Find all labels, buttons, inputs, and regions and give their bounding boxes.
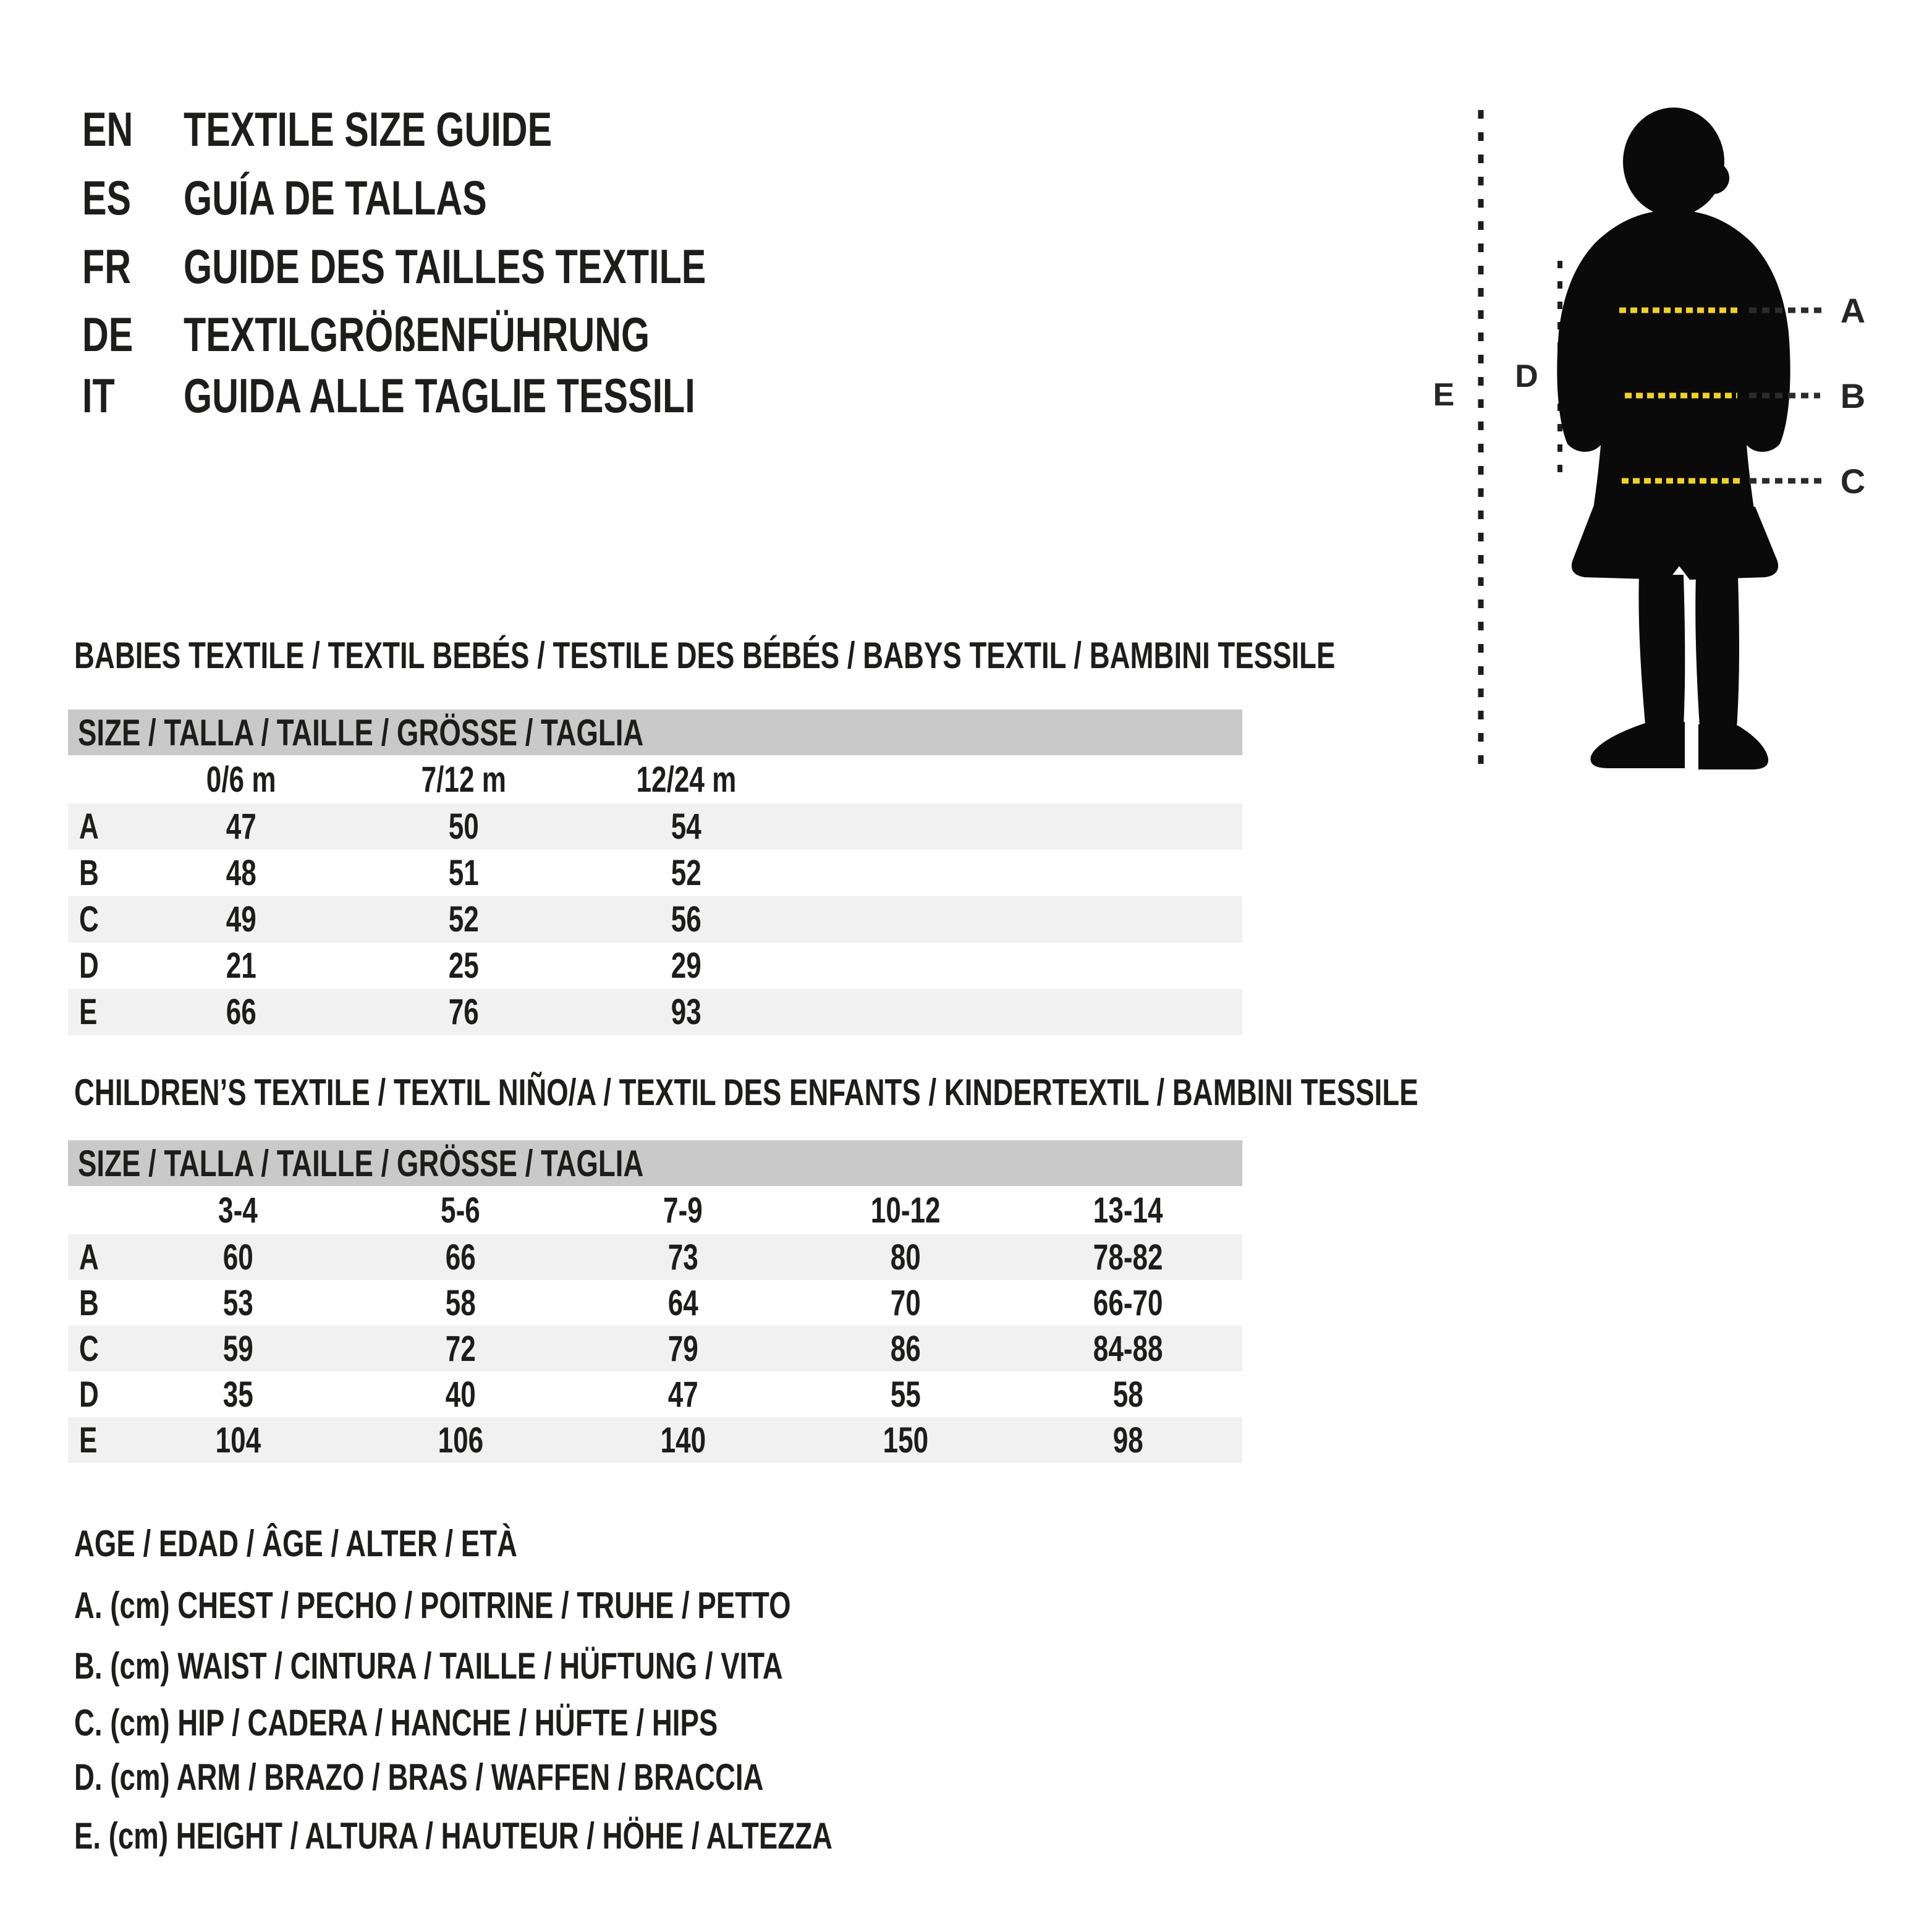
children-col-13-14: 13-14 <box>1093 1190 1163 1231</box>
lang-title-it: GUIDA ALLE TAGLIE TESSILI <box>183 368 695 423</box>
lang-row-de <box>82 307 797 362</box>
children-column-header-row <box>68 1186 1242 1234</box>
row-label: A <box>79 1237 99 1277</box>
babies-section-heading: BABIES TEXTILE / TEXTIL BEBÉS / TESTILE DES BÉBÉS / BABYS TEXTIL / BAMBINI TESSILE <box>74 635 1336 676</box>
lang-code-it: IT <box>82 368 115 423</box>
legend-age-line: AGE / EDAD / ÂGE / ALTER / ETÀ <box>74 1523 517 1564</box>
row-label: E <box>79 992 98 1032</box>
legend-hip-line: C. (cm) HIP / CADERA / HANCHE / HÜFTE / HIPS <box>74 1702 718 1743</box>
lang-row-fr <box>82 239 871 294</box>
babies-col-7-12m: 7/12 m <box>421 759 506 800</box>
table-row: D 35 40 47 55 58 <box>79 1374 1143 1415</box>
lang-title-es: GUÍA DE TALLAS <box>183 171 487 225</box>
lang-title-fr: GUIDE DES TAILLES TEXTILE <box>183 239 706 294</box>
children-col-10-12: 10-12 <box>870 1190 941 1231</box>
measure-label-b: B <box>1840 376 1866 415</box>
row-label: B <box>79 853 99 893</box>
row-label: D <box>79 946 99 986</box>
lang-row-it <box>82 368 857 423</box>
row-label: C <box>79 899 99 939</box>
lang-code-de: DE <box>82 307 133 362</box>
lang-row-es <box>82 171 582 225</box>
measure-label-c: C <box>1840 462 1866 501</box>
measure-label-a: A <box>1840 291 1866 330</box>
child-measurement-diagram <box>1409 80 1932 822</box>
table-row: C 59 72 79 86 84-88 <box>68 1326 1242 1371</box>
measure-label-d: D <box>1515 358 1538 394</box>
lang-title-de: TEXTILGRÖßENFÜHRUNG <box>183 307 650 362</box>
legend-waist-line: B. (cm) WAIST / CINTURA / TAILLE / HÜFTUNG / VITA <box>74 1645 783 1687</box>
lang-code-fr: FR <box>82 239 132 294</box>
lang-code-es: ES <box>82 171 132 225</box>
children-col-7-9: 7-9 <box>663 1190 703 1231</box>
lang-code-en: EN <box>82 102 133 156</box>
table-row: E 104 106 140 150 98 <box>68 1417 1242 1463</box>
children-col-5-6: 5-6 <box>441 1190 480 1231</box>
babies-col-12-24m: 12/24 m <box>636 759 736 800</box>
lang-row-en <box>82 102 668 156</box>
row-label: E <box>79 1420 98 1460</box>
children-col-3-4: 3-4 <box>218 1190 258 1231</box>
row-label: B <box>79 1282 99 1323</box>
lang-title-en: TEXTILE SIZE GUIDE <box>183 102 552 156</box>
babies-size-table <box>68 710 1242 1035</box>
legend-arm-line: D. (cm) ARM / BRAZO / BRAS / WAFFEN / BRACCIA <box>74 1756 764 1798</box>
row-label: C <box>79 1328 99 1369</box>
table-row: D 21 25 29 <box>79 946 701 986</box>
children-size-header-bar <box>68 1140 1242 1186</box>
table-row: E 66 76 93 <box>68 989 1242 1035</box>
row-label: D <box>79 1374 99 1415</box>
measure-label-e: E <box>1433 377 1455 413</box>
table-row: A 47 50 54 <box>68 803 1242 850</box>
legend-height-line: E. (cm) HEIGHT / ALTURA / HAUTEUR / HÖHE / ALTEZZA <box>74 1815 833 1857</box>
children-size-header-label: SIZE / TALLA / TAILLE / GRÖSSE / TAGLIA <box>78 1142 644 1184</box>
children-size-table <box>68 1140 1242 1463</box>
table-row: B 48 51 52 <box>79 853 701 893</box>
table-row: B 53 58 64 70 66-70 <box>79 1282 1163 1323</box>
babies-col-0-6m: 0/6 m <box>206 759 276 800</box>
babies-column-header-row <box>68 755 1242 803</box>
babies-size-header-label: SIZE / TALLA / TAILLE / GRÖSSE / TAGLIA <box>78 711 644 753</box>
table-row: C 49 52 56 <box>68 896 1242 943</box>
row-label: A <box>79 807 99 847</box>
children-section-heading: CHILDREN’S TEXTILE / TEXTIL NIÑO/A / TEXTIL DES ENFANTS / KINDERTEXTIL / BAMBINI TESSILE <box>74 1072 1418 1113</box>
legend-chest-line: A. (cm) CHEST / PECHO / POITRINE / TRUHE / PETTO <box>74 1585 791 1626</box>
babies-size-header-bar <box>68 710 1242 755</box>
table-row: A 60 66 73 80 78-82 <box>68 1234 1242 1280</box>
